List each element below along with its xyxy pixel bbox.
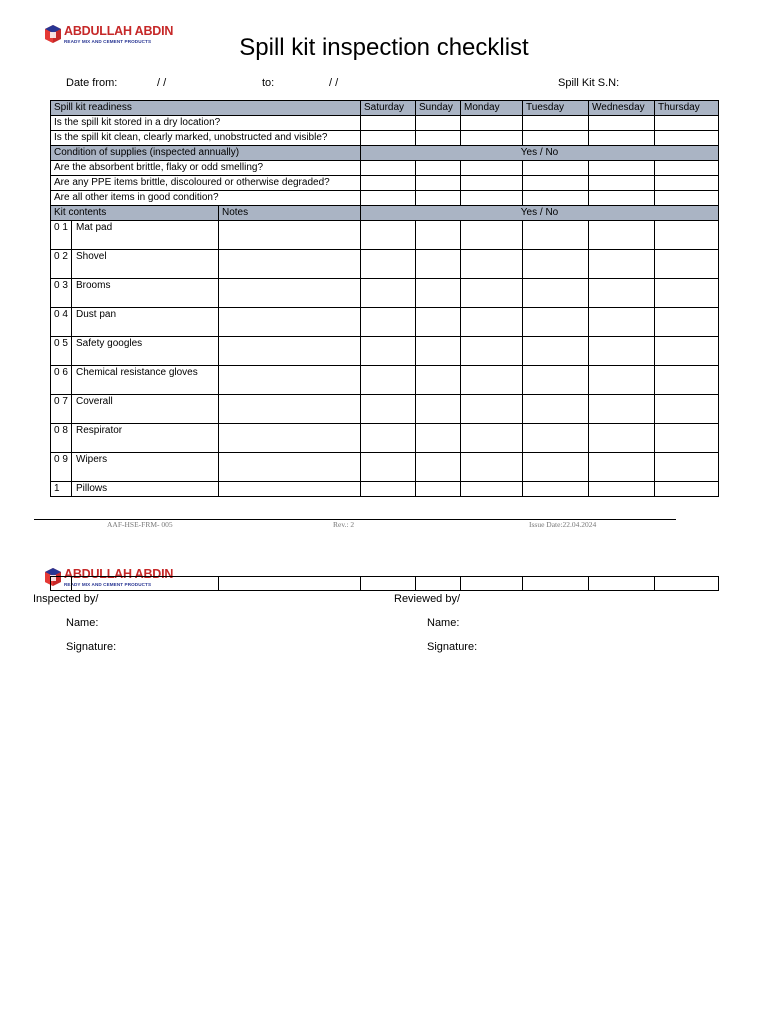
- check-cell[interactable]: [589, 161, 655, 176]
- check-cell[interactable]: [416, 250, 461, 279]
- supplies-question: Are all other items in good condition?: [51, 191, 361, 206]
- check-cell[interactable]: [461, 366, 523, 395]
- check-cell[interactable]: [523, 482, 589, 497]
- check-cell[interactable]: [523, 116, 589, 131]
- check-cell[interactable]: [361, 308, 416, 337]
- check-cell[interactable]: [523, 395, 589, 424]
- check-cell[interactable]: [589, 250, 655, 279]
- check-cell[interactable]: [589, 221, 655, 250]
- check-cell[interactable]: [655, 116, 719, 131]
- checklist-table: [50, 100, 719, 497]
- strip-cell[interactable]: [655, 577, 719, 591]
- table-row: [51, 424, 719, 453]
- check-cell[interactable]: [461, 308, 523, 337]
- table-row: [51, 366, 719, 395]
- check-cell[interactable]: [655, 131, 719, 146]
- table-row: [51, 279, 719, 308]
- notes-cell[interactable]: [219, 395, 361, 424]
- check-cell[interactable]: [361, 337, 416, 366]
- company-tagline: READY MIX AND CEMENT PRODUCTS: [64, 39, 152, 44]
- col-sunday: Sunday: [416, 101, 461, 116]
- notes-cell[interactable]: [219, 424, 361, 453]
- inspected-by-label: Inspected by/: [33, 593, 99, 605]
- check-cell[interactable]: [361, 453, 416, 482]
- item-number: 0 8: [51, 424, 72, 453]
- check-cell[interactable]: [461, 482, 523, 497]
- check-cell[interactable]: [461, 250, 523, 279]
- notes-cell[interactable]: [219, 308, 361, 337]
- col-thursday: Thursday: [655, 101, 719, 116]
- table-row: [51, 221, 719, 250]
- check-cell[interactable]: [655, 176, 719, 191]
- date-to-value[interactable]: / /: [329, 77, 339, 89]
- check-cell[interactable]: [361, 131, 416, 146]
- notes-cell[interactable]: [219, 221, 361, 250]
- kit-items: [51, 221, 719, 497]
- check-cell[interactable]: [461, 116, 523, 131]
- item-number: 0 5: [51, 337, 72, 366]
- check-cell[interactable]: [361, 116, 416, 131]
- check-cell[interactable]: [416, 337, 461, 366]
- col-saturday: Saturday: [361, 101, 416, 116]
- check-cell[interactable]: [361, 250, 416, 279]
- item-name: Coverall: [72, 395, 219, 424]
- strip-cell[interactable]: [72, 577, 219, 591]
- item-name: Pillows: [72, 482, 219, 497]
- table-row: [51, 308, 719, 337]
- kit-contents-header: Kit contents: [51, 206, 219, 221]
- strip-cell[interactable]: [219, 577, 361, 591]
- item-name: Respirator: [72, 424, 219, 453]
- item-name: Chemical resistance gloves: [72, 366, 219, 395]
- item-number: 0 9: [51, 453, 72, 482]
- supplies-header-row: [51, 146, 719, 161]
- strip-cell: [51, 577, 72, 591]
- check-cell[interactable]: [523, 221, 589, 250]
- supplies-question: Are any PPE items brittle, discoloured or otherwise degraded?: [51, 176, 361, 191]
- check-cell[interactable]: [461, 161, 523, 176]
- table-row: [51, 116, 719, 131]
- check-cell[interactable]: [589, 131, 655, 146]
- item-number: 0 3: [51, 279, 72, 308]
- page-title: Spill kit inspection checklist: [239, 34, 529, 61]
- check-cell[interactable]: [589, 176, 655, 191]
- check-cell[interactable]: [461, 176, 523, 191]
- item-number: 0 6: [51, 366, 72, 395]
- check-cell[interactable]: [361, 482, 416, 497]
- supplies-question: Are the absorbent brittle, flaky or odd smelling?: [51, 161, 361, 176]
- reviewed-by-label: Reviewed by/: [394, 593, 461, 605]
- check-cell[interactable]: [589, 453, 655, 482]
- date-from-label: Date from:: [66, 77, 118, 89]
- table-row: [51, 453, 719, 482]
- form-number: AAF-HSE-FRM- 005: [107, 520, 173, 529]
- check-cell[interactable]: [589, 424, 655, 453]
- item-name: Dust pan: [72, 308, 219, 337]
- check-cell[interactable]: [416, 395, 461, 424]
- continuation-row: [50, 576, 719, 591]
- readiness-header: Spill kit readiness: [51, 101, 361, 116]
- check-cell[interactable]: [655, 395, 719, 424]
- check-cell[interactable]: [416, 221, 461, 250]
- item-name: Safety googles: [72, 337, 219, 366]
- check-cell[interactable]: [416, 424, 461, 453]
- strip-cell[interactable]: [461, 577, 523, 591]
- check-cell[interactable]: [655, 250, 719, 279]
- supplies-yes-no: Yes / No: [361, 146, 719, 161]
- item-number: 0 2: [51, 250, 72, 279]
- check-cell[interactable]: [655, 279, 719, 308]
- check-cell[interactable]: [523, 279, 589, 308]
- revision: Rev.: 2: [333, 520, 355, 529]
- table-row: [51, 191, 719, 206]
- check-cell[interactable]: [655, 424, 719, 453]
- check-cell[interactable]: [655, 337, 719, 366]
- check-cell[interactable]: [361, 221, 416, 250]
- check-cell[interactable]: [461, 337, 523, 366]
- check-cell[interactable]: [523, 176, 589, 191]
- check-cell[interactable]: [416, 131, 461, 146]
- col-wednesday: Wednesday: [589, 101, 655, 116]
- col-tuesday: Tuesday: [523, 101, 589, 116]
- notes-cell[interactable]: [219, 482, 361, 497]
- check-cell[interactable]: [655, 161, 719, 176]
- check-cell[interactable]: [523, 131, 589, 146]
- notes-cell[interactable]: [219, 250, 361, 279]
- check-cell[interactable]: [361, 366, 416, 395]
- check-cell[interactable]: [416, 191, 461, 206]
- company-tagline: READY MIX AND CEMENT PRODUCTS: [64, 582, 152, 587]
- reviewer-name-label: Name:: [427, 617, 460, 629]
- notes-cell[interactable]: [219, 366, 361, 395]
- check-cell[interactable]: [655, 308, 719, 337]
- inspector-signature-label: Signature:: [66, 641, 117, 653]
- readiness-question: Is the spill kit stored in a dry location?: [51, 116, 361, 131]
- item-number: 0 7: [51, 395, 72, 424]
- company-name: ABDULLAH ABDIN: [64, 24, 174, 38]
- check-cell[interactable]: [589, 337, 655, 366]
- table-row: [51, 161, 719, 176]
- check-cell[interactable]: [523, 161, 589, 176]
- check-cell[interactable]: [655, 453, 719, 482]
- check-cell[interactable]: [523, 424, 589, 453]
- check-cell[interactable]: [416, 453, 461, 482]
- check-cell[interactable]: [589, 279, 655, 308]
- check-cell[interactable]: [589, 191, 655, 206]
- check-cell[interactable]: [361, 279, 416, 308]
- company-name: ABDULLAH ABDIN: [64, 567, 174, 581]
- table-row: [51, 395, 719, 424]
- item-name: Brooms: [72, 279, 219, 308]
- check-cell[interactable]: [523, 366, 589, 395]
- notes-cell[interactable]: [219, 337, 361, 366]
- table-row: [51, 337, 719, 366]
- check-cell[interactable]: [461, 424, 523, 453]
- item-name: Shovel: [72, 250, 219, 279]
- check-cell[interactable]: [461, 131, 523, 146]
- check-cell[interactable]: [361, 176, 416, 191]
- check-cell[interactable]: [523, 191, 589, 206]
- check-cell[interactable]: [589, 308, 655, 337]
- check-cell[interactable]: [655, 191, 719, 206]
- strip-cell[interactable]: [416, 577, 461, 591]
- check-cell[interactable]: [461, 279, 523, 308]
- table-row: [51, 250, 719, 279]
- item-number: 0 4: [51, 308, 72, 337]
- col-monday: Monday: [461, 101, 523, 116]
- strip-cell[interactable]: [523, 577, 589, 591]
- issue-date: Issue Date:22.04.2024: [529, 520, 597, 529]
- check-cell[interactable]: [361, 161, 416, 176]
- readiness-header-row: [51, 101, 719, 116]
- strip-cell[interactable]: [589, 577, 655, 591]
- item-number: 0 1: [51, 221, 72, 250]
- check-cell[interactable]: [523, 308, 589, 337]
- check-cell[interactable]: [655, 221, 719, 250]
- check-cell[interactable]: [461, 191, 523, 206]
- check-cell[interactable]: [416, 116, 461, 131]
- check-cell[interactable]: [523, 453, 589, 482]
- inspector-name-label: Name:: [66, 617, 99, 629]
- readiness-question: Is the spill kit clean, clearly marked, unobstructed and visible?: [51, 131, 361, 146]
- check-cell[interactable]: [461, 395, 523, 424]
- check-cell[interactable]: [361, 395, 416, 424]
- check-cell[interactable]: [361, 191, 416, 206]
- check-cell[interactable]: [461, 453, 523, 482]
- check-cell[interactable]: [655, 482, 719, 497]
- reviewer-signature-label: Signature:: [427, 641, 478, 653]
- notes-header: Notes: [219, 206, 361, 221]
- check-cell[interactable]: [416, 366, 461, 395]
- check-cell[interactable]: [589, 482, 655, 497]
- date-from-value[interactable]: / /: [157, 77, 167, 89]
- item-name: Wipers: [72, 453, 219, 482]
- table-row: [51, 131, 719, 146]
- check-cell[interactable]: [361, 424, 416, 453]
- check-cell[interactable]: [589, 366, 655, 395]
- check-cell[interactable]: [416, 279, 461, 308]
- spill-kit-sn-label: Spill Kit S.N:: [558, 77, 620, 89]
- table-row: [51, 482, 719, 497]
- notes-cell[interactable]: [219, 279, 361, 308]
- kit-yes-no: Yes / No: [361, 206, 719, 221]
- check-cell[interactable]: [589, 116, 655, 131]
- item-number: 1: [51, 482, 72, 497]
- check-cell[interactable]: [655, 366, 719, 395]
- strip-cell[interactable]: [361, 577, 416, 591]
- table-row: [51, 176, 719, 191]
- check-cell[interactable]: [461, 221, 523, 250]
- check-cell[interactable]: [416, 161, 461, 176]
- check-cell[interactable]: [523, 337, 589, 366]
- supplies-header: Condition of supplies (inspected annually): [51, 146, 361, 161]
- to-label: to:: [262, 77, 275, 89]
- check-cell[interactable]: [416, 176, 461, 191]
- check-cell[interactable]: [416, 482, 461, 497]
- item-name: Mat pad: [72, 221, 219, 250]
- check-cell[interactable]: [523, 250, 589, 279]
- kit-header-row: [51, 206, 719, 221]
- check-cell[interactable]: [416, 308, 461, 337]
- notes-cell[interactable]: [219, 453, 361, 482]
- check-cell[interactable]: [589, 395, 655, 424]
